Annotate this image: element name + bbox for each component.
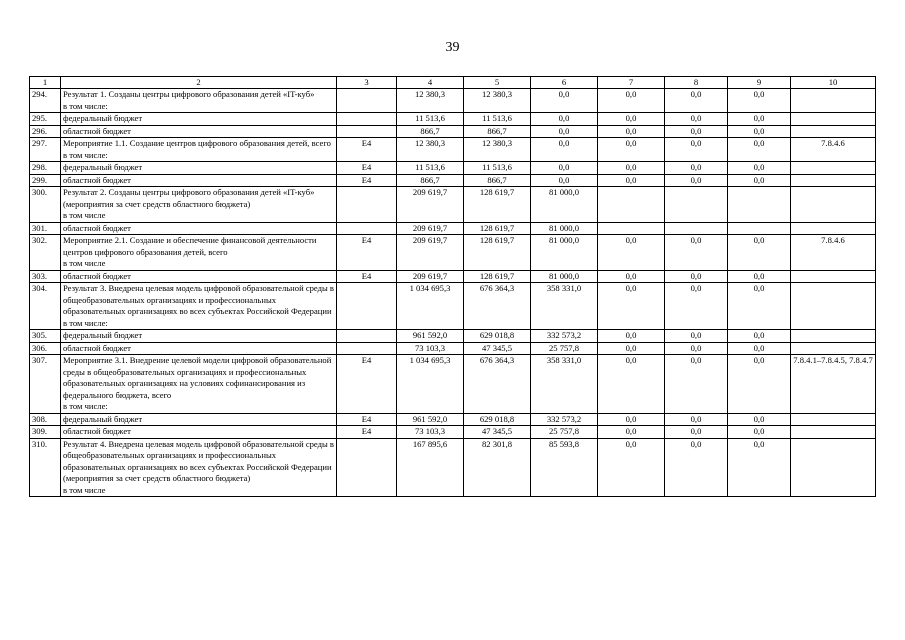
table-row	[30, 413, 876, 426]
amount-col6-cell: 81 000,0	[531, 270, 598, 283]
amount-col8-cell: 0,0	[665, 355, 728, 414]
item-name-cell: областной бюджет	[61, 174, 337, 187]
row-number-cell: 306.	[30, 342, 61, 355]
total-amount-cell: 12 380,3	[397, 89, 464, 113]
total-amount-cell: 73 103,3	[397, 342, 464, 355]
amount-col6-cell: 332 573,2	[531, 413, 598, 426]
amount-col9-cell: 0,0	[728, 283, 791, 330]
total-amount-cell: 11 513,6	[397, 113, 464, 126]
amount-col9-cell: 0,0	[728, 138, 791, 162]
amount-col9-cell: 0,0	[728, 270, 791, 283]
item-name-cell: Результат 4. Внедрена целевая модель цифровой образовательной среды в общеобразовательных организациях и профессиональных образовательных организациях во всех субъектах Российской Федерации (мероприятия за счет средств областного бюджета) в том числе	[61, 438, 337, 497]
row-number-cell: 294.	[30, 89, 61, 113]
table-row	[30, 162, 876, 175]
total-amount-cell: 866,7	[397, 174, 464, 187]
code-cell: Е4	[337, 413, 397, 426]
amount-col7-cell: 0,0	[598, 330, 665, 343]
amount-col6-cell: 358 331,0	[531, 355, 598, 414]
row-number-cell: 307.	[30, 355, 61, 414]
indicator-ref-cell	[791, 342, 876, 355]
row-number-cell: 295.	[30, 113, 61, 126]
amount-col7-cell: 0,0	[598, 426, 665, 439]
indicator-ref-cell	[791, 426, 876, 439]
amount-col7-cell: 0,0	[598, 342, 665, 355]
total-amount-cell: 961 592,0	[397, 330, 464, 343]
amount-col5-cell: 82 301,8	[464, 438, 531, 497]
table-row	[30, 174, 876, 187]
code-cell: Е4	[337, 355, 397, 414]
column-header: 2	[61, 77, 337, 89]
amount-col9-cell: 0,0	[728, 330, 791, 343]
amount-col5-cell: 676 364,3	[464, 283, 531, 330]
row-number-cell: 300.	[30, 187, 61, 223]
amount-col5-cell: 629 018,8	[464, 330, 531, 343]
amount-col8-cell: 0,0	[665, 235, 728, 271]
total-amount-cell: 11 513,6	[397, 162, 464, 175]
amount-col5-cell: 629 018,8	[464, 413, 531, 426]
amount-col6-cell: 0,0	[531, 138, 598, 162]
column-header: 7	[598, 77, 665, 89]
amount-col7-cell: 0,0	[598, 270, 665, 283]
item-name-cell: Мероприятие 3.1. Внедрение целевой модели цифровой образовательной среды в общеобразовательных организациях и профессиональных образовательных организациях на условиях софинансирования из федерального бюджета, всего в том числе:	[61, 355, 337, 414]
amount-col5-cell: 866,7	[464, 174, 531, 187]
item-name-cell: федеральный бюджет	[61, 330, 337, 343]
total-amount-cell: 961 592,0	[397, 413, 464, 426]
code-cell	[337, 222, 397, 235]
total-amount-cell: 1 034 695,3	[397, 355, 464, 414]
amount-col7-cell: 0,0	[598, 355, 665, 414]
table-row	[30, 270, 876, 283]
amount-col6-cell: 0,0	[531, 89, 598, 113]
column-header: 10	[791, 77, 876, 89]
column-header: 6	[531, 77, 598, 89]
amount-col9-cell: 0,0	[728, 342, 791, 355]
amount-col6-cell: 332 573,2	[531, 330, 598, 343]
amount-col9-cell: 0,0	[728, 125, 791, 138]
amount-col8-cell: 0,0	[665, 138, 728, 162]
total-amount-cell: 1 034 695,3	[397, 283, 464, 330]
indicator-ref-cell	[791, 187, 876, 223]
indicator-ref-cell: 7.8.4.6	[791, 138, 876, 162]
amount-col8-cell: 0,0	[665, 113, 728, 126]
indicator-ref-cell	[791, 413, 876, 426]
item-name-cell: областной бюджет	[61, 426, 337, 439]
item-name-cell: областной бюджет	[61, 222, 337, 235]
amount-col6-cell: 81 000,0	[531, 187, 598, 223]
table-row	[30, 342, 876, 355]
amount-col7-cell: 0,0	[598, 125, 665, 138]
amount-col9-cell: 0,0	[728, 413, 791, 426]
amount-col8-cell: 0,0	[665, 125, 728, 138]
row-number-cell: 296.	[30, 125, 61, 138]
item-name-cell: федеральный бюджет	[61, 113, 337, 126]
code-cell	[337, 89, 397, 113]
amount-col6-cell: 0,0	[531, 174, 598, 187]
indicator-ref-cell	[791, 174, 876, 187]
amount-col6-cell: 85 593,8	[531, 438, 598, 497]
amount-col6-cell: 0,0	[531, 162, 598, 175]
amount-col8-cell: 0,0	[665, 330, 728, 343]
item-name-cell: Мероприятие 1.1. Создание центров цифрового образования детей, всего в том числе:	[61, 138, 337, 162]
code-cell: Е4	[337, 162, 397, 175]
amount-col5-cell: 12 380,3	[464, 89, 531, 113]
code-cell: Е4	[337, 426, 397, 439]
total-amount-cell: 209 619,7	[397, 270, 464, 283]
column-header: 3	[337, 77, 397, 89]
amount-col5-cell: 866,7	[464, 125, 531, 138]
table-row	[30, 426, 876, 439]
table-row	[30, 113, 876, 126]
amount-col5-cell: 676 364,3	[464, 355, 531, 414]
amount-col7-cell: 0,0	[598, 283, 665, 330]
code-cell	[337, 187, 397, 223]
amount-col7-cell: 0,0	[598, 438, 665, 497]
amount-col9-cell: 0,0	[728, 113, 791, 126]
table-row	[30, 138, 876, 162]
indicator-ref-cell	[791, 113, 876, 126]
amount-col7-cell: 0,0	[598, 174, 665, 187]
amount-col7-cell: 0,0	[598, 89, 665, 113]
amount-col8-cell: 0,0	[665, 342, 728, 355]
indicator-ref-cell	[791, 270, 876, 283]
amount-col8-cell: 0,0	[665, 162, 728, 175]
amount-col7-cell	[598, 222, 665, 235]
amount-col5-cell: 11 513,6	[464, 162, 531, 175]
item-name-cell: Результат 2. Созданы центры цифрового образования детей «IT-куб» (мероприятия за счет средств областного бюджета) в том числе	[61, 187, 337, 223]
budget-table	[29, 76, 876, 497]
row-number-cell: 309.	[30, 426, 61, 439]
code-cell: Е4	[337, 138, 397, 162]
amount-col9-cell: 0,0	[728, 89, 791, 113]
column-header: 9	[728, 77, 791, 89]
column-header: 4	[397, 77, 464, 89]
amount-col7-cell: 0,0	[598, 113, 665, 126]
row-number-cell: 303.	[30, 270, 61, 283]
indicator-ref-cell: 7.8.4.6	[791, 235, 876, 271]
row-number-cell: 308.	[30, 413, 61, 426]
amount-col9-cell: 0,0	[728, 162, 791, 175]
item-name-cell: Результат 1. Созданы центры цифрового образования детей «IT-куб» в том числе:	[61, 89, 337, 113]
column-header: 5	[464, 77, 531, 89]
code-cell: Е4	[337, 174, 397, 187]
code-cell	[337, 283, 397, 330]
page-number: 39	[445, 40, 460, 55]
amount-col9-cell	[728, 222, 791, 235]
amount-col8-cell: 0,0	[665, 426, 728, 439]
amount-col7-cell: 0,0	[598, 162, 665, 175]
code-cell	[337, 113, 397, 126]
row-number-cell: 301.	[30, 222, 61, 235]
row-number-cell: 298.	[30, 162, 61, 175]
total-amount-cell: 167 895,6	[397, 438, 464, 497]
item-name-cell: Мероприятие 2.1. Создание и обеспечение финансовой деятельности центров цифрового образования детей, всего в том числе	[61, 235, 337, 271]
amount-col6-cell: 81 000,0	[531, 222, 598, 235]
total-amount-cell: 209 619,7	[397, 235, 464, 271]
amount-col9-cell: 0,0	[728, 355, 791, 414]
indicator-ref-cell	[791, 283, 876, 330]
amount-col5-cell: 12 380,3	[464, 138, 531, 162]
table-row	[30, 355, 876, 414]
amount-col7-cell	[598, 187, 665, 223]
item-name-cell: областной бюджет	[61, 125, 337, 138]
amount-col9-cell: 0,0	[728, 438, 791, 497]
amount-col6-cell: 358 331,0	[531, 283, 598, 330]
amount-col6-cell: 25 757,8	[531, 426, 598, 439]
item-name-cell: федеральный бюджет	[61, 162, 337, 175]
code-cell: Е4	[337, 270, 397, 283]
table-row	[30, 187, 876, 223]
total-amount-cell: 209 619,7	[397, 222, 464, 235]
amount-col8-cell	[665, 222, 728, 235]
code-cell	[337, 330, 397, 343]
amount-col9-cell: 0,0	[728, 174, 791, 187]
amount-col7-cell: 0,0	[598, 413, 665, 426]
table-row	[30, 283, 876, 330]
table-row	[30, 438, 876, 497]
column-header: 8	[665, 77, 728, 89]
indicator-ref-cell	[791, 222, 876, 235]
item-name-cell: федеральный бюджет	[61, 413, 337, 426]
amount-col5-cell: 47 345,5	[464, 426, 531, 439]
amount-col9-cell	[728, 187, 791, 223]
amount-col8-cell: 0,0	[665, 270, 728, 283]
row-number-cell: 305.	[30, 330, 61, 343]
row-number-cell: 297.	[30, 138, 61, 162]
row-number-cell: 310.	[30, 438, 61, 497]
total-amount-cell: 209 619,7	[397, 187, 464, 223]
amount-col5-cell: 128 619,7	[464, 187, 531, 223]
indicator-ref-cell	[791, 330, 876, 343]
row-number-cell: 299.	[30, 174, 61, 187]
item-name-cell: Результат 3. Внедрена целевая модель цифровой образовательной среды в общеобразовательных организациях и профессиональных образовательных организациях во всех субъектах Российской Федерации в том числе:	[61, 283, 337, 330]
amount-col6-cell: 0,0	[531, 113, 598, 126]
amount-col5-cell: 128 619,7	[464, 222, 531, 235]
item-name-cell: областной бюджет	[61, 342, 337, 355]
table-row	[30, 235, 876, 271]
code-cell	[337, 342, 397, 355]
amount-col8-cell: 0,0	[665, 438, 728, 497]
indicator-ref-cell: 7.8.4.1–7.8.4.5, 7.8.4.7	[791, 355, 876, 414]
amount-col8-cell	[665, 187, 728, 223]
amount-col5-cell: 47 345,5	[464, 342, 531, 355]
amount-col8-cell: 0,0	[665, 283, 728, 330]
total-amount-cell: 73 103,3	[397, 426, 464, 439]
table-header-row	[30, 77, 876, 89]
table-row	[30, 330, 876, 343]
amount-col5-cell: 128 619,7	[464, 235, 531, 271]
row-number-cell: 302.	[30, 235, 61, 271]
table-row	[30, 89, 876, 113]
indicator-ref-cell	[791, 162, 876, 175]
indicator-ref-cell	[791, 125, 876, 138]
amount-col8-cell: 0,0	[665, 89, 728, 113]
amount-col6-cell: 81 000,0	[531, 235, 598, 271]
amount-col8-cell: 0,0	[665, 174, 728, 187]
row-number-cell: 304.	[30, 283, 61, 330]
amount-col8-cell: 0,0	[665, 413, 728, 426]
amount-col5-cell: 128 619,7	[464, 270, 531, 283]
amount-col6-cell: 25 757,8	[531, 342, 598, 355]
code-cell	[337, 438, 397, 497]
total-amount-cell: 12 380,3	[397, 138, 464, 162]
amount-col5-cell: 11 513,6	[464, 113, 531, 126]
code-cell	[337, 125, 397, 138]
table-row	[30, 125, 876, 138]
amount-col9-cell: 0,0	[728, 426, 791, 439]
column-header: 1	[30, 77, 61, 89]
amount-col6-cell: 0,0	[531, 125, 598, 138]
total-amount-cell: 866,7	[397, 125, 464, 138]
code-cell: Е4	[337, 235, 397, 271]
amount-col7-cell: 0,0	[598, 138, 665, 162]
amount-col9-cell: 0,0	[728, 235, 791, 271]
item-name-cell: областной бюджет	[61, 270, 337, 283]
amount-col7-cell: 0,0	[598, 235, 665, 271]
indicator-ref-cell	[791, 438, 876, 497]
table-row	[30, 222, 876, 235]
indicator-ref-cell	[791, 89, 876, 113]
